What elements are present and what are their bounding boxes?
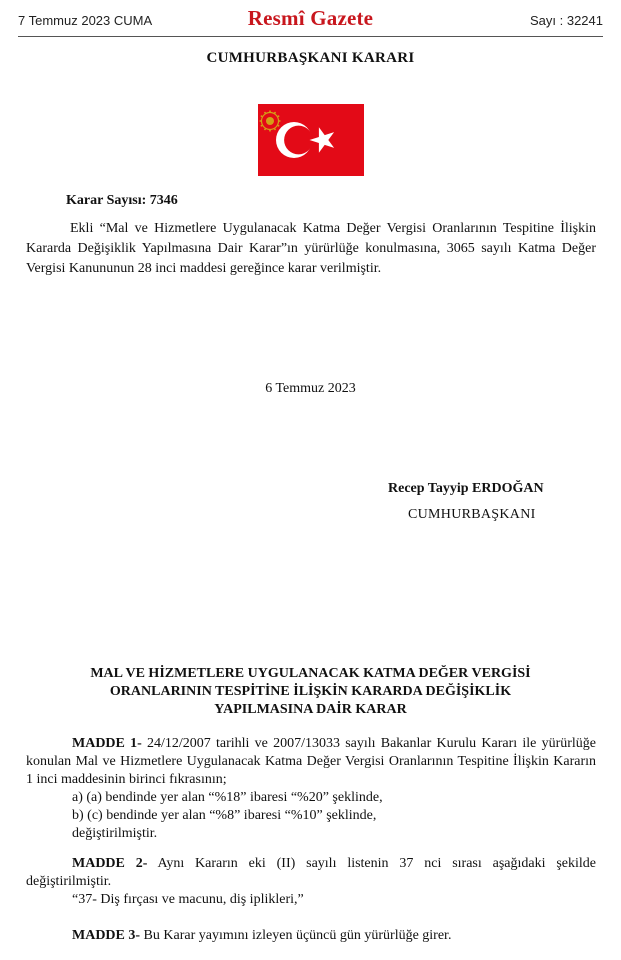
article-item: b) (c) bendinde yer alan “%8” ibaresi “%10” şeklinde, xyxy=(72,808,377,823)
gazette-masthead: Resmî Gazete xyxy=(247,6,374,30)
signer-title: CUMHURBAŞKANI xyxy=(408,507,536,522)
section-title: CUMHURBAŞKANI KARARI xyxy=(206,50,415,66)
article-item: “37- Diş fırçası ve macunu, diş iplikleri,” xyxy=(72,892,304,907)
crescent-inner xyxy=(284,126,313,155)
decision-intro: Ekli “Mal ve Hizmetlere Uygulanacak Katma Değer Vergisi Oranlarının Tespitine İlişkin Kararda Değişiklik Yapılmasına Dair Karar”ın yürürlüğe konulmasına, 3065 sayılı Katma Değer Vergisi Kanununun 28 inci maddesi gereğince karar verilmiştir. xyxy=(26,221,596,276)
regulation-title-line: ORANLARININ TESPİTİNE İLİŞKİN KARARDA DEĞİŞİKLİK xyxy=(109,684,512,699)
regulation-title-line: MAL VE HİZMETLERE UYGULANACAK KATMA DEĞER VERGİSİ xyxy=(90,666,531,681)
article-body xyxy=(26,735,596,789)
decision-number xyxy=(66,193,178,209)
article-label: MADDE 2- xyxy=(72,856,148,871)
article-text: 24/12/2007 tarihli ve 2007/13033 sayılı Bakanlar Kurulu Kararı ile yürürlüğe konulan Mal ve Hizmetlere Uygulanacak Katma Değer Vergisi Oranlarının Tespitine İlişkin Kararın 1 inci maddesinin birinci fıkrasının; xyxy=(26,736,597,787)
decision-number-value: 7346 xyxy=(149,193,178,208)
publication-date: 7 Temmuz 2023 CUMA xyxy=(18,13,153,28)
article-3 xyxy=(26,927,596,945)
article-body xyxy=(26,927,596,945)
turkish-flag-emblem xyxy=(258,104,364,176)
regulation-title xyxy=(0,665,621,719)
article-text: Bu Karar yayımını izleyen üçüncü gün yürürlüğe girer. xyxy=(140,928,452,943)
article-2 xyxy=(26,855,596,909)
decision-date: 6 Temmuz 2023 xyxy=(265,381,356,396)
article-1 xyxy=(26,735,596,843)
issue-number: Sayı : 32241 xyxy=(530,13,603,28)
article-label: MADDE 1- xyxy=(72,736,142,751)
article-item: değiştirilmiştir. xyxy=(72,826,158,841)
regulation-title-line: YAPILMASINA DAİR KARAR xyxy=(214,702,407,717)
decision-number-label: Karar Sayısı: xyxy=(66,193,147,208)
article-label: MADDE 3- xyxy=(72,928,141,943)
article-item: a) (a) bendinde yer alan “%18” ibaresi “%20” şeklinde, xyxy=(72,790,383,805)
header-divider xyxy=(18,36,603,37)
article-text: Aynı Kararın eki (II) sayılı listenin 37 nci sırası aşağıdaki şekilde değiştirilmiştir. xyxy=(26,856,596,889)
signer-name: Recep Tayyip ERDOĞAN xyxy=(388,481,544,496)
gazette-header xyxy=(0,0,621,40)
article-body xyxy=(26,855,596,891)
